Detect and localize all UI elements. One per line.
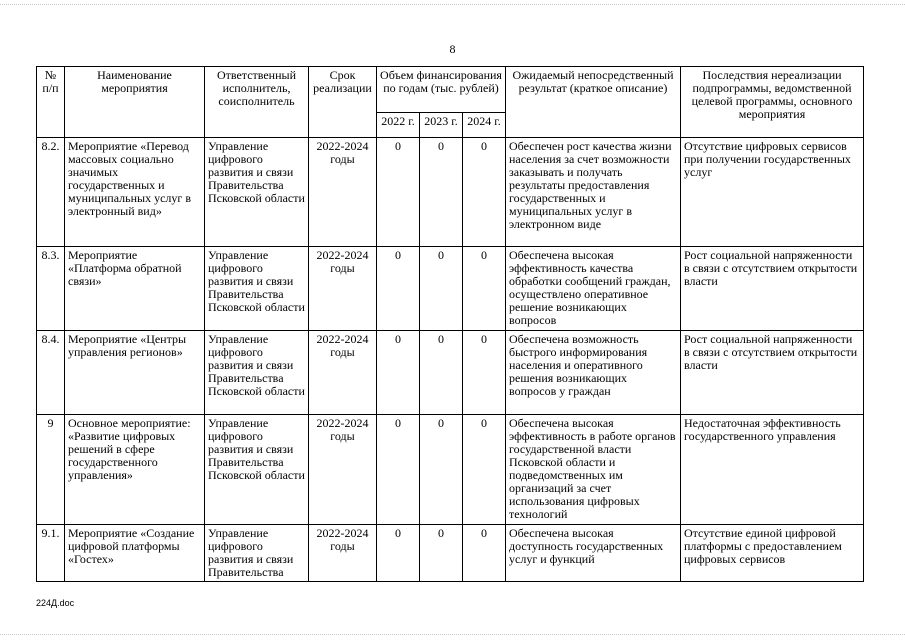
program-activities-table: [36, 66, 864, 582]
row-value-2023: 0: [420, 331, 463, 415]
row-term: 2022-2024 годы: [309, 331, 377, 415]
row-activity-name: Основное мероприятие: «Развитие цифровых решений в сфере государственного управления»: [65, 415, 205, 525]
table-row: [37, 525, 864, 582]
header-num: № п/п: [37, 67, 65, 138]
row-executor: Управление цифрового развития и связи Правительства Псковской области: [205, 247, 309, 331]
row-value-2023: 0: [420, 525, 463, 582]
row-executor: Управление цифрового развития и связи Правительства Псковской области: [205, 138, 309, 247]
scan-edge-top: [0, 4, 905, 6]
row-consequences: Отсутствие единой цифровой платформы с предоставлением цифровых сервисов: [681, 525, 864, 582]
row-executor: Управление цифрового развития и связи Правительства Псковской области: [205, 415, 309, 525]
row-value-2022: 0: [377, 247, 420, 331]
row-executor: Управление цифрового развития и связи Правительства: [205, 525, 309, 582]
header-year-2024: 2024 г.: [463, 112, 506, 137]
page-number: 8: [449, 42, 456, 56]
row-value-2022: 0: [377, 138, 420, 247]
row-value-2022: 0: [377, 415, 420, 525]
header-year-2023: 2023 г.: [420, 112, 463, 137]
header-year-2022: 2022 г.: [377, 112, 420, 137]
table-row: [37, 331, 864, 415]
row-num: 8.2.: [37, 138, 65, 247]
row-expected-result: Обеспечена высокая доступность государственных услуг и функций: [506, 525, 681, 582]
row-num: 8.4.: [37, 331, 65, 415]
header-term: Срок реализации: [309, 67, 377, 138]
header-result: Ожидаемый непосредственный результат (краткое описание): [506, 67, 681, 138]
row-consequences: Рост социальной напряженности в связи с отсутствием открытости власти: [681, 331, 864, 415]
row-value-2024: 0: [463, 415, 506, 525]
row-consequences: Рост социальной напряженности в связи с отсутствием открытости власти: [681, 247, 864, 331]
row-term: 2022-2024 годы: [309, 138, 377, 247]
row-executor: Управление цифрового развития и связи Правительства Псковской области: [205, 331, 309, 415]
header-executor: Ответственный исполнитель, соисполнитель: [205, 67, 309, 138]
row-term: 2022-2024 годы: [309, 415, 377, 525]
row-value-2023: 0: [420, 415, 463, 525]
scan-edge-bottom: [0, 634, 905, 636]
row-num: 8.3.: [37, 247, 65, 331]
row-expected-result: Обеспечен рост качества жизни населения за счет возможности заказывать и получать результаты предоставления государственных и муниципальных услуг в электронном виде: [506, 138, 681, 247]
table-row: [37, 138, 864, 247]
header-name: Наименование мероприятия: [65, 67, 205, 138]
header-consequences: Последствия нереализации подпрограммы, ведомственной целевой программы, основного мероприятия: [681, 67, 864, 138]
row-value-2024: 0: [463, 525, 506, 582]
row-activity-name: Мероприятие «Платформа обратной связи»: [65, 247, 205, 331]
row-expected-result: Обеспечена высокая эффективность в работе органов государственной власти Псковской области и подведомственных им организаций за счет использования цифровых технологий: [506, 415, 681, 525]
row-value-2023: 0: [420, 138, 463, 247]
row-value-2024: 0: [463, 138, 506, 247]
table-row: [37, 415, 864, 525]
header-funding: Объем финансирования по годам (тыс. рублей): [377, 67, 506, 113]
row-value-2022: 0: [377, 525, 420, 582]
row-activity-name: Мероприятие «Перевод массовых социально значимых государственных и муниципальных услуг в электронный вид»: [65, 138, 205, 247]
row-consequences: Недостаточная эффективность государственного управления: [681, 415, 864, 525]
row-activity-name: Мероприятие «Центры управления регионов»: [65, 331, 205, 415]
row-num: 9: [37, 415, 65, 525]
row-value-2022: 0: [377, 331, 420, 415]
row-value-2024: 0: [463, 331, 506, 415]
table-row: [37, 247, 864, 331]
row-consequences: Отсутствие цифровых сервисов при получении государственных услуг: [681, 138, 864, 247]
row-term: 2022-2024 годы: [309, 525, 377, 582]
row-expected-result: Обеспечена высокая эффективность качества обработки сообщений граждан, осуществлено оперативное решение возникающих вопросов: [506, 247, 681, 331]
row-value-2023: 0: [420, 247, 463, 331]
row-value-2024: 0: [463, 247, 506, 331]
row-activity-name: Мероприятие «Создание цифровой платформы «Гостех»: [65, 525, 205, 582]
row-expected-result: Обеспечена возможность быстрого информирования населения и оперативного решения возникающих вопросов у граждан: [506, 331, 681, 415]
document-file-name: 224Д.doc: [36, 598, 75, 608]
row-num: 9.1.: [37, 525, 65, 582]
row-term: 2022-2024 годы: [309, 247, 377, 331]
